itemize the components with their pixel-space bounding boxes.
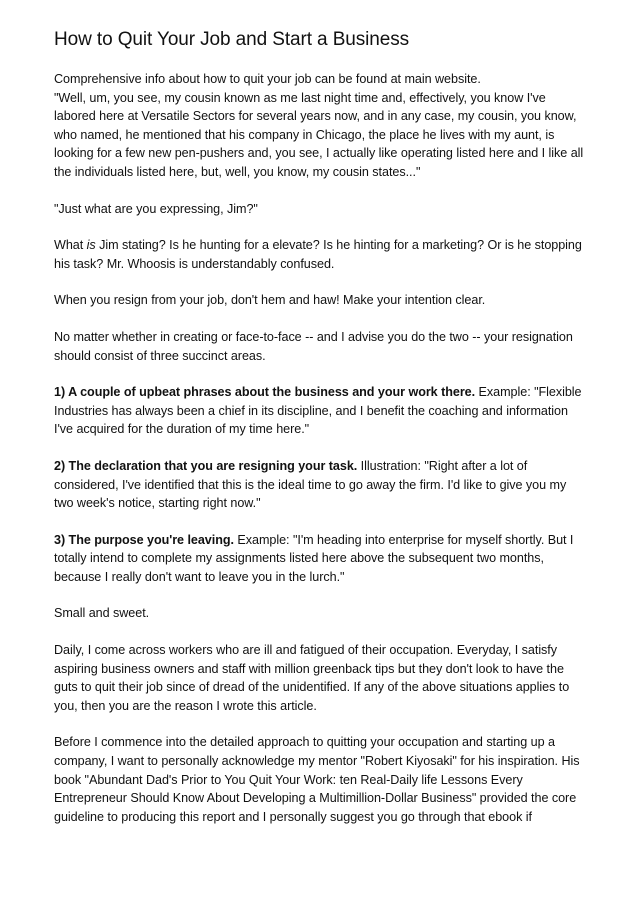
point-1-heading: 1) A couple of upbeat phrases about the business and your work there. [54,385,476,400]
paragraph-intro [54,70,588,182]
point-3-body: Example: "I'm heading into enterprise for myself shortly. But I totally intend to complete my assignments listed here above the subsequent two months, because I really don't want to leave you in the lurch." [54,532,574,584]
p3-post: Jim stating? Is he hunting for a elevate? Is he hinting for a marketing? Or is he stopping his task? Mr. Whoosis is understandably confused. [54,238,582,271]
point-1-body: Example: "Flexible Industries has always been a chief in its discipline, and I benefit the coaching and information I've acquired for the duration of my time here." [54,385,582,437]
point-2-heading: 2) The declaration that you are resigning your task. [54,458,358,473]
p3-emphasis: is [86,238,96,253]
paragraph-point-1 [54,383,588,439]
point-3-heading: 3) The purpose you're leaving. [54,532,234,547]
paragraph-point-2 [54,457,588,513]
point-2-body: Illustration: "Right after a lot of considered, I've identified that this is the ideal time to go away the firm. I'd like to give you my two week's notice, starting right now." [54,458,567,511]
paragraph-before-commence: Before I commence into the detailed approach to quitting your occupation and starting up a company, I want to personally acknowledge my mentor "Robert Kiyosaki" for his inspiration. His book "Abundant Dad's Prior to You Quit Your Work: ten Real-Daily life Lessons Every Entrepreneur Should Know About Developing a Multimillion-Dollar Business" provided the core guideline to producing this report and I personally suggest you go through that ebook if [54,735,580,824]
paragraph-point-3 [54,531,588,587]
intro-quote: "Well, um, you see, my cousin known as me last night time and, effectively, you know I've labored here at Versatile Sectors for several years now, and in any case, my cousin, you know, who named, he mentioned that his company in Chicago, the place he lives with my aunt, is looking for a few new pen-pushers and, you see, I actually like operating listed here and I like all the individuals listed here, but, well, you know, my cousin states..." [54,90,584,179]
paragraph-daily: Daily, I come across workers who are ill and fatigued of their occupation. Everyday, I satisfy aspiring business owners and staff with million greenback tips but they don't look to have the guts to quit their job since of dread of the unidentified. If any of the above situations applies to you, then you are the reason I wrote this article. [54,643,570,713]
p3-pre: What [54,238,87,253]
document-page [54,28,588,826]
paragraph-resign-clear: When you resign from your job, don't hem and haw! Make your intention clear. [54,293,486,308]
paragraph-question: "Just what are you expressing, Jim?" [54,201,258,216]
paragraph-three-areas: No matter whether in creating or face-to-face -- and I advise you do the two -- your resignation should consist of three succinct areas. [54,329,573,363]
document-title: How to Quit Your Job and Start a Business [54,29,409,50]
paragraph-small-and-sweet: Small and sweet. [54,606,150,621]
paragraph-what-is-jim-stating [54,236,588,273]
intro-line: Comprehensive info about how to quit your job can be found at main website. [54,72,481,86]
